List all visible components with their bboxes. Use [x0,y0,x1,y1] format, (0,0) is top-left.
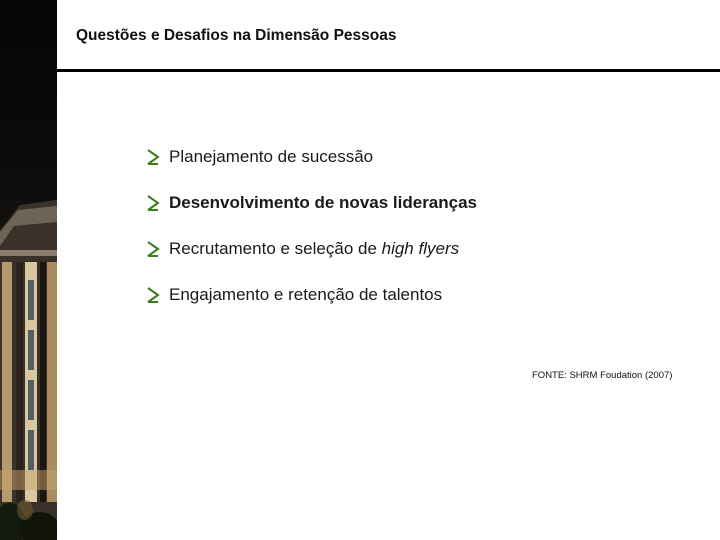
bullet-text [169,239,459,259]
arrow-bullet-icon [146,287,160,303]
slide-title: Questões e Desafios na Dimensão Pessoas [76,27,397,44]
building-illustration [0,0,57,540]
bullet-list [146,145,477,329]
bullet-item [146,237,477,260]
bullet-text: Planejamento de sucessão [169,146,374,166]
arrow-bullet-icon [146,195,160,211]
title-divider [57,69,720,72]
bullet-item [146,283,477,306]
arrow-bullet-icon [146,241,160,257]
bullet-text: Desenvolvimento de novas lideranças [169,192,478,212]
bullet-text-italic: high flyers [381,238,460,258]
source-citation: FONTE: SHRM Foudation (2007) [532,370,673,381]
bullet-item [146,145,477,168]
bullet-text: Engajamento e retenção de talentos [169,284,443,304]
building-photo [0,0,57,540]
bullet-item [146,191,477,214]
bullet-text-plain: Recrutamento e seleção de [169,238,382,258]
arrow-bullet-icon [146,149,160,165]
